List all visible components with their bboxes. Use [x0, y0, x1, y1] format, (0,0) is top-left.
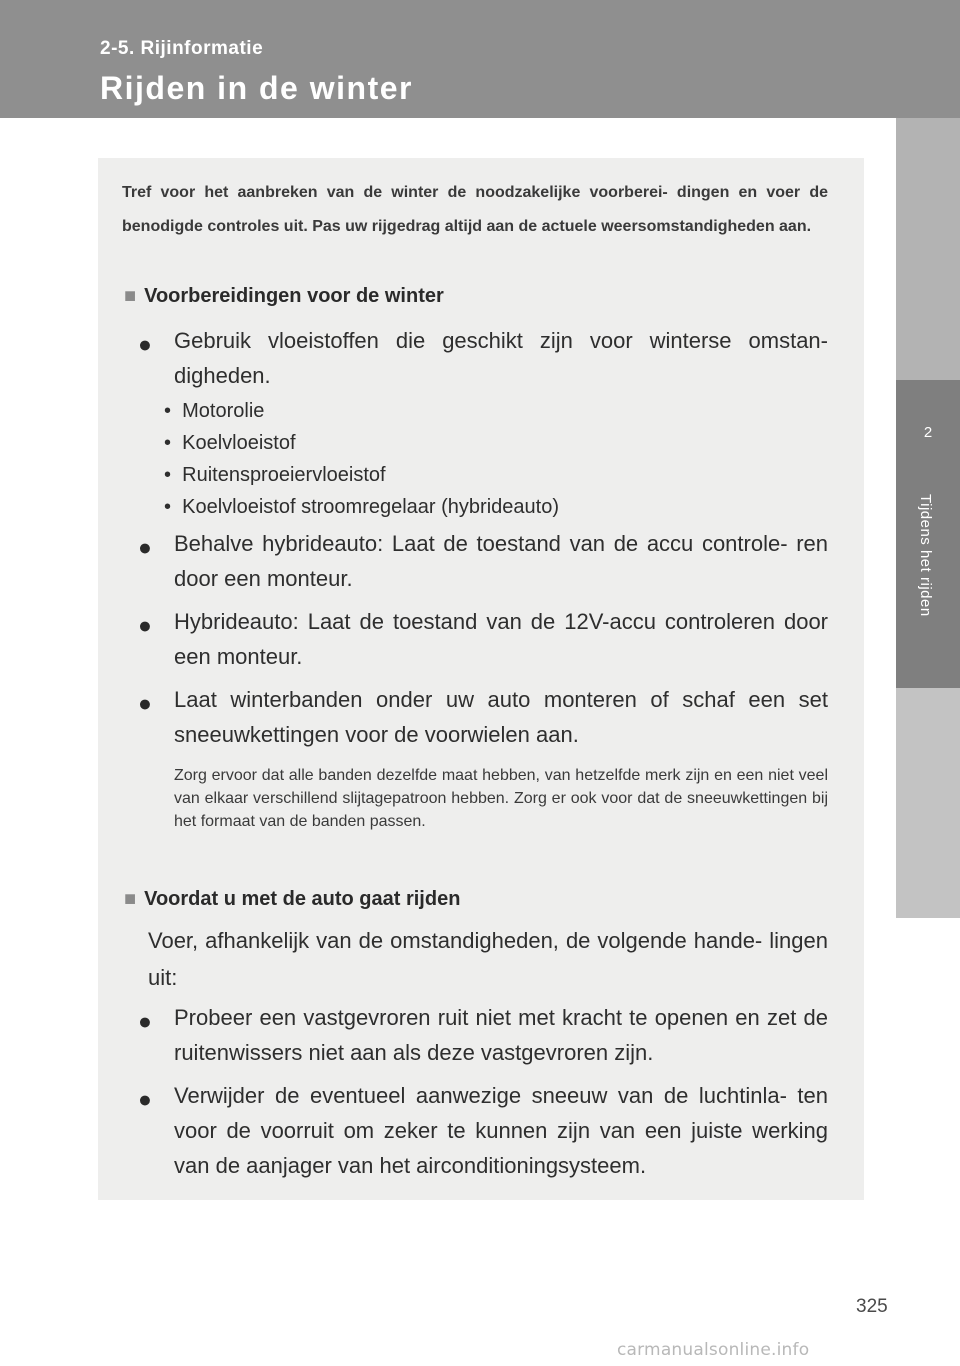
round-bullet-icon: ●: [138, 534, 152, 560]
chapter-number: 2: [923, 424, 933, 441]
fluid-item-text: Koelvloeistof: [182, 432, 296, 454]
round-bullet-icon: ●: [138, 1008, 152, 1034]
round-bullet-icon: ●: [138, 331, 152, 357]
page-header: [0, 0, 960, 118]
page-number: 325: [856, 1296, 888, 1317]
round-bullet-icon: ●: [138, 1086, 152, 1112]
square-bullet-icon: ■: [124, 285, 137, 307]
list-item-text: Hybrideauto: Laat de toestand van de 12V-accu controleren door een monteur.: [174, 609, 828, 669]
side-tab-lower: [896, 688, 960, 918]
fluid-item-text: Ruitensproeiervloeistof: [182, 464, 386, 486]
side-tab-upper: [896, 118, 960, 380]
chapter-name: Tijdens het rijden: [917, 494, 934, 617]
section-heading-label: Voordat u met de auto gaat rijden: [144, 888, 461, 910]
content-box: [98, 158, 864, 1200]
list-item: [138, 1078, 828, 1183]
section-intro: Voer, afhankelijk van de omstandigheden, de volgende hande- lingen uit:: [148, 928, 828, 990]
tyre-note: Zorg ervoor dat alle banden dezelfde maat hebben, van hetzelfde merk zijn en een niet veel van elkaar verschillend slijtagepatroon hebben. Zorg er ook voor dat de sneeuwkettingen bij het formaat van de banden passen.: [174, 767, 828, 830]
fluid-item: • Motorolie: [164, 400, 265, 422]
section-heading-label: Voorbereidingen voor de winter: [144, 285, 444, 307]
fluid-item: • Koelvloeistof: [164, 432, 296, 454]
round-bullet-icon: ●: [138, 612, 152, 638]
section-heading-preparations: [124, 285, 444, 308]
list-item: [138, 1000, 828, 1070]
list-item-text: Behalve hybrideauto: Laat de toestand van de accu controle- ren door een monteur.: [174, 531, 828, 591]
list-item-text: Verwijder de eventueel aanwezige sneeuw van de luchtinla- ten voor de voorruit om zeker te kunnen zijn van een juiste werking van de aanjager van het airconditioningsysteem.: [174, 1083, 828, 1178]
watermark: carmanualsonline.info: [617, 1340, 810, 1360]
list-item: [138, 604, 828, 674]
page-title: Rijden in de winter: [100, 70, 413, 106]
section-heading-before-driving: [124, 888, 460, 911]
list-item-text: Gebruik vloeistoffen die geschikt zijn voor winterse omstan- digheden.: [174, 328, 828, 388]
list-item: [138, 526, 828, 596]
list-item: [138, 682, 828, 752]
section-label: 2-5. Rijinformatie: [100, 38, 264, 59]
fluid-item: • Koelvloeistof stroomregelaar (hybrideauto): [164, 496, 559, 518]
list-item: [138, 323, 828, 393]
round-bullet-icon: ●: [138, 690, 152, 716]
fluid-item-text: Koelvloeistof stroomregelaar (hybrideauto): [182, 496, 559, 518]
intro-text: Tref voor het aanbreken van de winter de noodzakelijke voorberei- dingen en voer de benodigde controles uit. Pas uw rijgedrag altijd aan de actuele weersomstandigheden aan.: [122, 184, 828, 235]
chapter-tab: [896, 380, 960, 688]
list-item-text: Probeer een vastgevroren ruit niet met kracht te openen en zet de ruitenwissers niet aan als deze vastgevroren zijn.: [174, 1005, 828, 1065]
square-bullet-icon: ■: [124, 888, 137, 910]
list-item-text: Laat winterbanden onder uw auto monteren of schaf een set sneeuwkettingen voor de voorwielen aan.: [174, 687, 828, 747]
fluid-item-text: Motorolie: [182, 400, 265, 422]
fluid-item: • Ruitensproeiervloeistof: [164, 464, 386, 486]
